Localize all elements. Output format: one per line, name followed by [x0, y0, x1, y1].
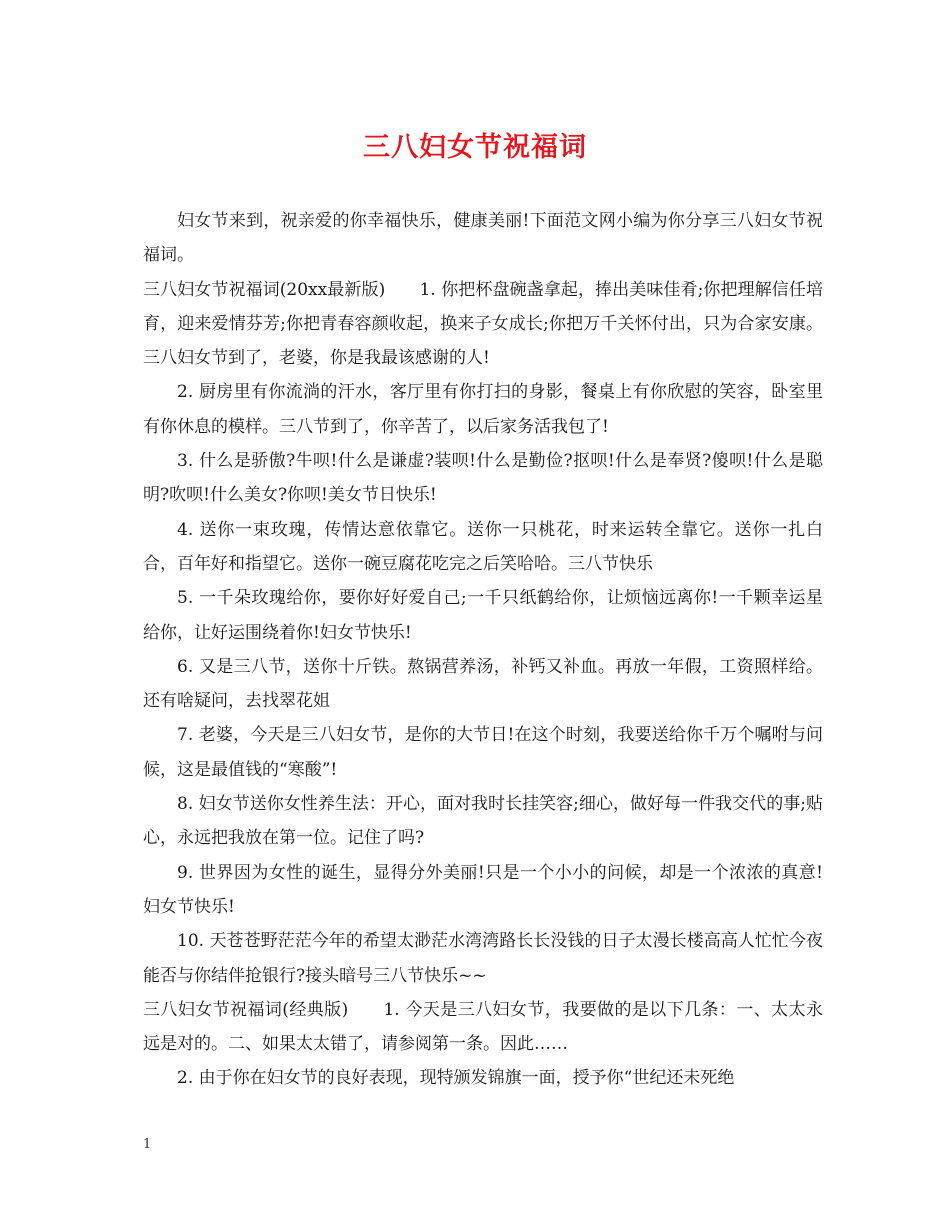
- paragraph: 8. 妇女节送你女性养生法：开心，面对我时长挂笑容;细心，做好每一件我交代的事;贴心，永远把我放在第一位。记住了吗?: [143, 794, 823, 849]
- paragraph: 2. 厨房里有你流淌的汗水，客厅里有你打扫的身影，餐桌上有你欣慰的笑容，卧室里有你休息的模样。三八节到了，你辛苦了，以后家务活我包了!: [143, 382, 823, 437]
- paragraph: 妇女节来到，祝亲爱的你幸福快乐，健康美丽!下面范文网小编为你分享三八妇女节祝福词。: [143, 211, 823, 266]
- paragraph: 6. 又是三八节，送你十斤铁。熬锅营养汤，补钙又补血。再放一年假，工资照样给。还有啥疑问，去找翠花姐: [143, 656, 823, 712]
- paragraph: 三八妇女节祝福词(20xx最新版) 1. 你把杯盘碗盏拿起，捧出美味佳肴;你把理解信任培育，迎来爱情芬芳;你把青春容颜收起，换来子女成长;你把万千关怀付出，只为合家安康。三八妇女节到了，老婆，你是我最该感谢的人!: [143, 279, 823, 369]
- document-title: 三八妇女节祝福词: [363, 132, 587, 163]
- paragraph: 三八妇女节祝福词(经典版) 1. 今天是三八妇女节，我要做的是以下几条：一、太太永远是对的。二、如果太太错了，请参阅第一条。因此……: [143, 999, 823, 1055]
- paragraph: 5. 一千朵玫瑰给你，要你好好爱自己;一千只纸鹤给你，让烦恼远离你!一千颗幸运星给你，让好运围绕着你!妇女节快乐!: [143, 588, 823, 643]
- paragraph: 7. 老婆，今天是三八妇女节，是你的大节日!在这个时刻，我要送给你千万个嘱咐与问候，这是最值钱的“寒酸”!: [143, 725, 823, 780]
- paragraph: 4. 送你一束玫瑰，传情达意依靠它。送你一只桃花，时来运转全靠它。送你一扎白合，百年好和指望它。送你一碗豆腐花吃完之后笑哈哈。三八节快乐: [143, 519, 823, 574]
- page-number: 1: [143, 1137, 152, 1152]
- paragraph: 9. 世界因为女性的诞生，显得分外美丽!只是一个小小的问候，却是一个浓浓的真意!妇女节快乐!: [143, 862, 823, 917]
- paragraph: 10. 天苍苍野茫茫今年的希望太渺茫水湾湾路长长没钱的日子太漫长楼高高人忙忙今夜能否与你结伴抢银行?接头暗号三八节快乐~~: [143, 931, 823, 986]
- paragraph: 2. 由于你在妇女节的良好表现，现特颁发锦旗一面，授予你“世纪还未死绝: [177, 1068, 735, 1089]
- document-body: [143, 204, 823, 1096]
- paragraph: 3. 什么是骄傲?牛呗!什么是谦虚?装呗!什么是勤俭?抠呗!什么是奉贤?傻呗!什么是聪明?吹呗!什么美女?你呗!美女节日快乐!: [143, 451, 823, 506]
